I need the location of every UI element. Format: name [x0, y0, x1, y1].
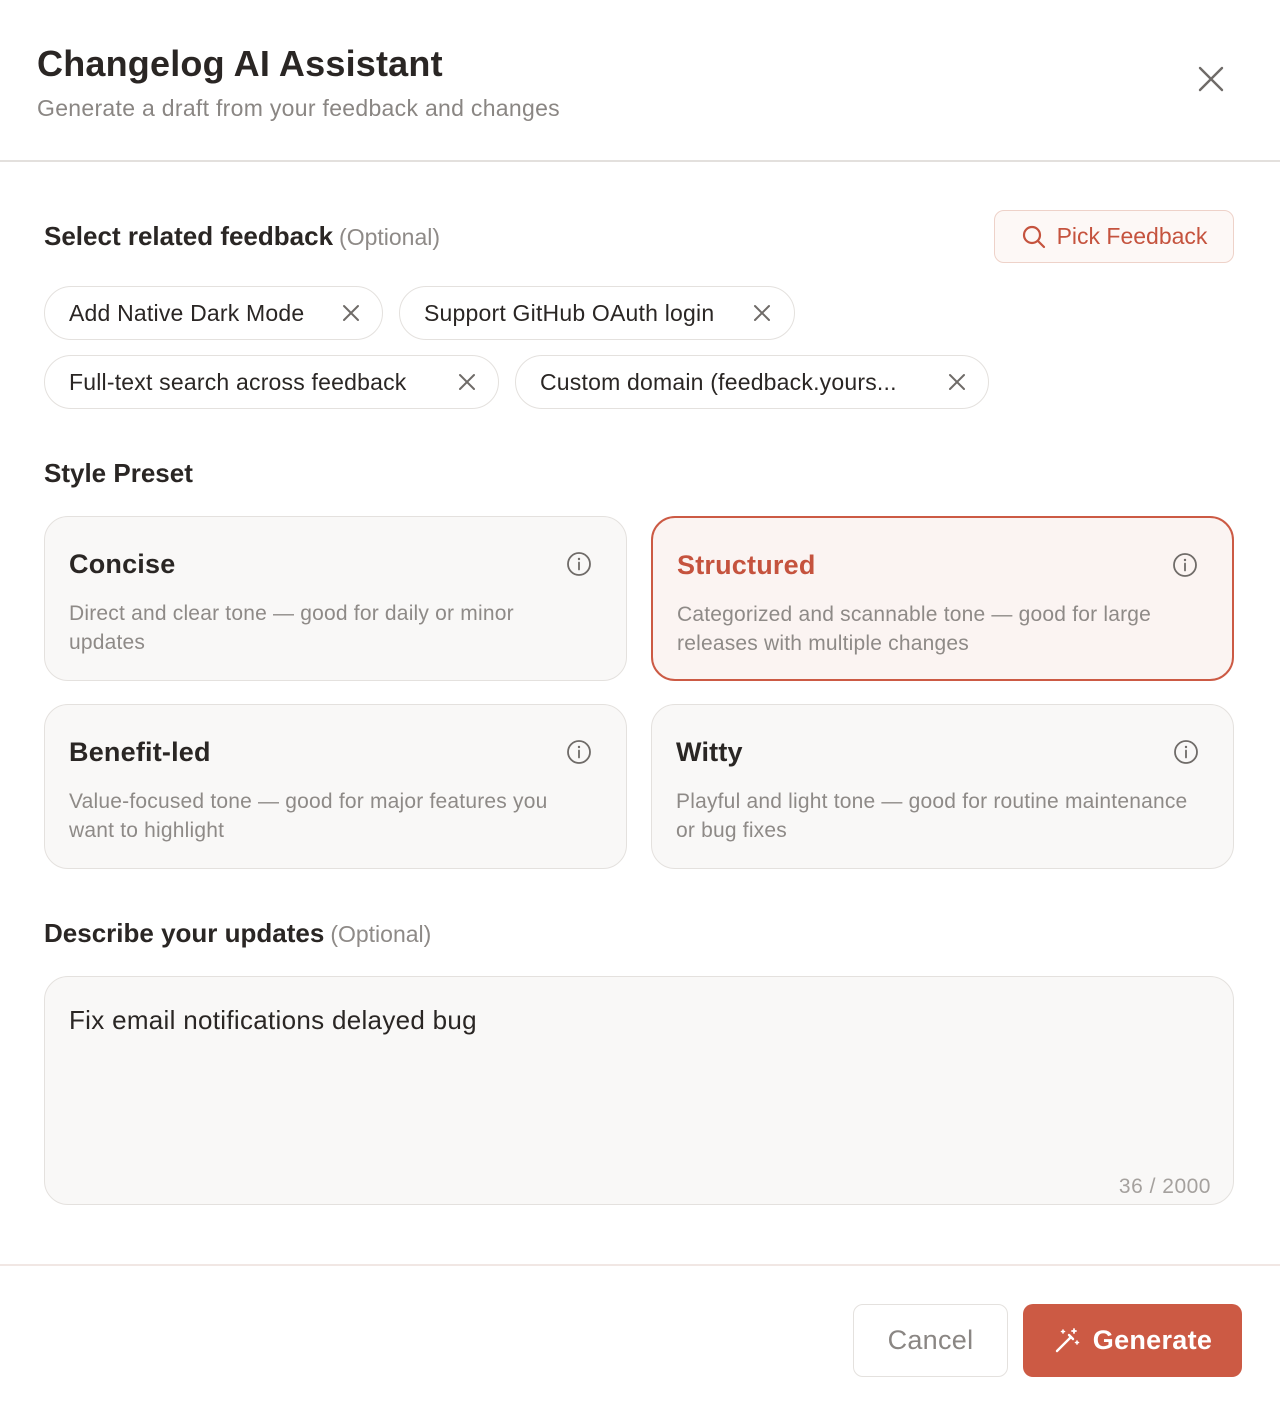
- footer-divider: [0, 1264, 1280, 1266]
- chip-remove-button[interactable]: [752, 303, 772, 323]
- close-icon: [342, 304, 360, 322]
- info-icon[interactable]: [1173, 739, 1199, 765]
- chip-label: Custom domain (feedback.yours...: [540, 368, 897, 395]
- updates-optional-hint: (Optional): [330, 921, 432, 947]
- search-icon: [1021, 224, 1047, 250]
- feedback-chip: [44, 355, 499, 409]
- chip-remove-button[interactable]: [457, 372, 477, 392]
- close-button[interactable]: [1190, 58, 1232, 100]
- info-icon[interactable]: [1172, 552, 1198, 578]
- chip-label: Full-text search across feedback: [69, 368, 407, 395]
- preset-description: Categorized and scannable tone — good for large releases with multiple changes: [677, 603, 1152, 655]
- magic-wand-icon: [1053, 1327, 1081, 1355]
- chip-remove-button[interactable]: [947, 372, 967, 392]
- preset-title: Benefit-led: [69, 737, 211, 767]
- preset-description: Value-focused tone — good for major features you want to highlight: [69, 790, 548, 842]
- updates-text-value: Fix email notifications delayed bug: [69, 1005, 477, 1035]
- generate-label: Generate: [1092, 1325, 1213, 1355]
- updates-label: Describe your updates: [44, 918, 325, 948]
- preset-description: Playful and light tone — good for routine maintenance or bug fixes: [676, 790, 1188, 842]
- feedback-chip: [515, 355, 989, 409]
- feedback-chip: [44, 286, 383, 340]
- close-icon: [948, 373, 966, 391]
- updates-section-label: [44, 918, 431, 949]
- preset-title: Concise: [69, 549, 176, 579]
- preset-card-witty[interactable]: [651, 704, 1234, 869]
- cancel-label: Cancel: [887, 1325, 974, 1355]
- dialog-title: Changelog AI Assistant: [37, 43, 443, 84]
- preset-card-structured[interactable]: [651, 516, 1234, 681]
- close-icon: [753, 304, 771, 322]
- chip-label: Add Native Dark Mode: [69, 299, 305, 326]
- character-counter: 36 / 2000: [1118, 1175, 1211, 1198]
- preset-title: Structured: [677, 550, 816, 580]
- preset-title: Witty: [676, 737, 743, 767]
- chip-remove-button[interactable]: [341, 303, 361, 323]
- preset-description: Direct and clear tone — good for daily or minor updates: [69, 602, 514, 654]
- chip-label: Support GitHub OAuth login: [424, 299, 715, 326]
- cancel-button[interactable]: [853, 1304, 1008, 1377]
- feedback-chip: [399, 286, 795, 340]
- pick-feedback-button[interactable]: [994, 210, 1234, 263]
- feedback-label: Select related feedback: [44, 221, 334, 251]
- feedback-section-label: [44, 221, 440, 252]
- close-icon: [458, 373, 476, 391]
- preset-card-concise[interactable]: [44, 516, 627, 681]
- preset-card-benefit-led[interactable]: [44, 704, 627, 869]
- info-icon[interactable]: [566, 739, 592, 765]
- style-preset-label: Style Preset: [44, 458, 193, 488]
- feedback-optional-hint: (Optional): [339, 224, 441, 250]
- updates-textarea[interactable]: [44, 976, 1234, 1205]
- dialog-header: [0, 0, 1280, 162]
- close-icon: [1198, 66, 1224, 92]
- pick-feedback-label: Pick Feedback: [1056, 223, 1208, 249]
- dialog-subtitle: Generate a draft from your feedback and changes: [37, 95, 560, 121]
- generate-button[interactable]: [1023, 1304, 1242, 1377]
- info-icon[interactable]: [566, 551, 592, 577]
